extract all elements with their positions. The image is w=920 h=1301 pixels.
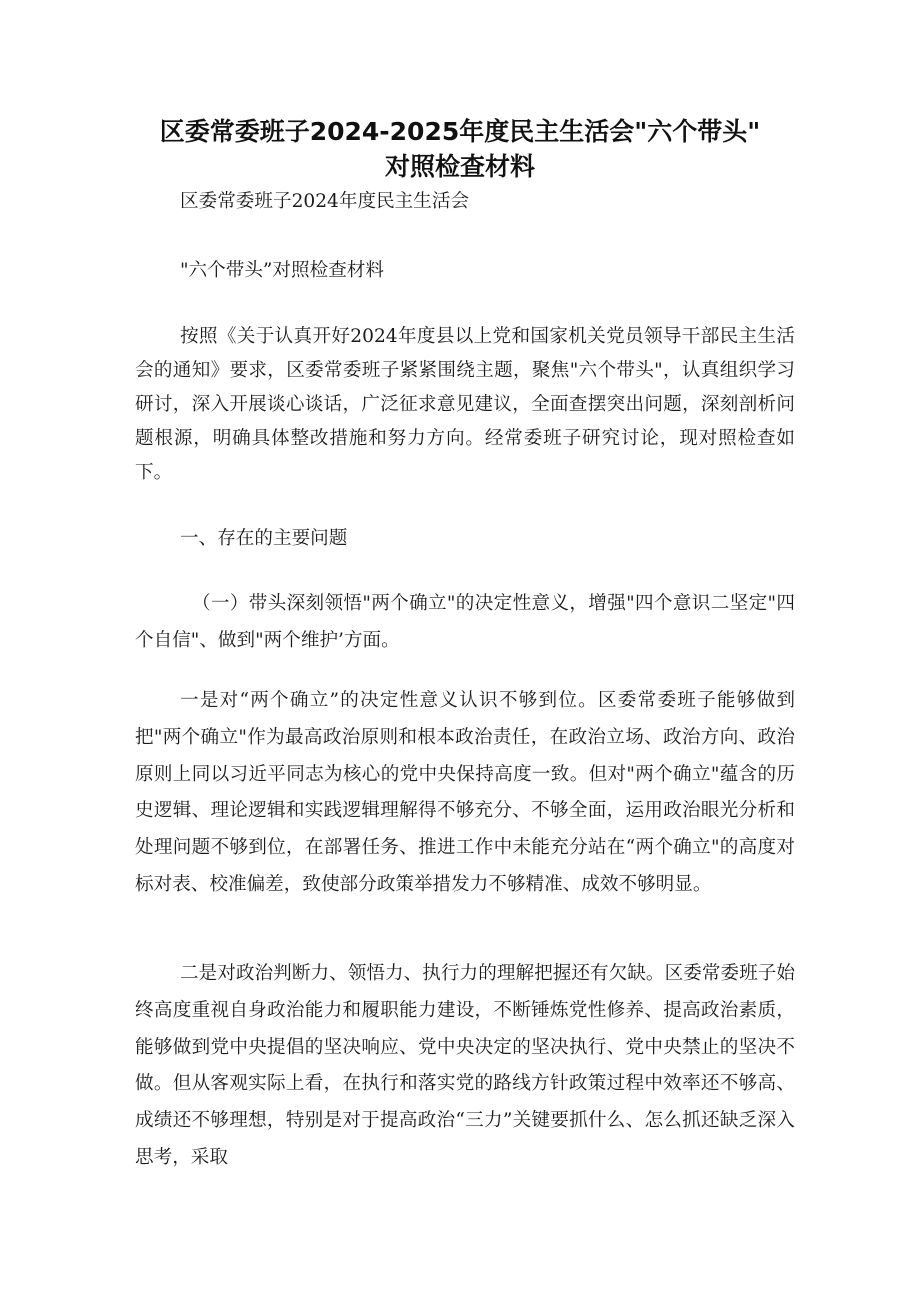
subsection-heading: （一）带头深刻领悟"两个确立"的决定性意义，增强"四个意识二坚定"四个自信"、做到"两个维护’方面。 bbox=[135, 593, 795, 651]
document-title-line1: 区委常委班子2024-2025年度民主生活会"六个带头" bbox=[159, 117, 761, 146]
section-heading: 一、存在的主要问题 bbox=[180, 528, 348, 549]
document-subtitle-line2: "六个带头”对照检查材料 bbox=[180, 260, 384, 281]
document-title-line2: 对照检查材料 bbox=[384, 152, 535, 181]
intro-paragraph: 按照《关于认真开好2024年度县以上党和国家机关党员领导干部民主生活会的通知》要求，区委常委班子紧紧围绕主题，聚焦"六个带头"，认真组织学习研讨，深入开展谈心谈话，广泛征求意见建议，全面查摆突出问题，深刻剖析问题根源，明确具体整改措施和努力方向。经常委班子研究讨论，现对照检查如下。 bbox=[135, 326, 795, 483]
point-one-paragraph: 一是对“两个确立”的决定性意义认识不够到位。区委常委班子能够做到把"两个确立"作为最高政治原则和根本政治责任，在政治立场、政治方向、政治原则上同以习近平同志为核心的党中央保持高度一致。但对"两个确立"蕴含的历史逻辑、理论逻辑和实践逻辑理解得不够充分、不够全面，运用政治眼光分析和处理问题不够到位，在部署任务、推进工作中未能充分站在“两个确立"的高度对标对表、校准偏差，致使部分政策举措发力不够精准、成效不够明显。 bbox=[135, 690, 795, 895]
document-subtitle-line1: 区委常委班子2024年度民主生活会 bbox=[180, 191, 470, 212]
point-two-paragraph: 二是对政治判断力、领悟力、执行力的理解把握还有欠缺。区委常委班子始终高度重视自身政治能力和履职能力建设，不断锤炼党性修养、提高政治素质，能够做到党中央提倡的坚决响应、党中央决定的坚决执行、党中央禁止的坚决不做。但从客观实际上看，在执行和落实党的路线方针政策过程中效率还不够高、成绩还不够理想，特别是对于提高政治“三力”关键要抓什么、怎么抓还缺乏深入思考，采取 bbox=[135, 963, 795, 1168]
